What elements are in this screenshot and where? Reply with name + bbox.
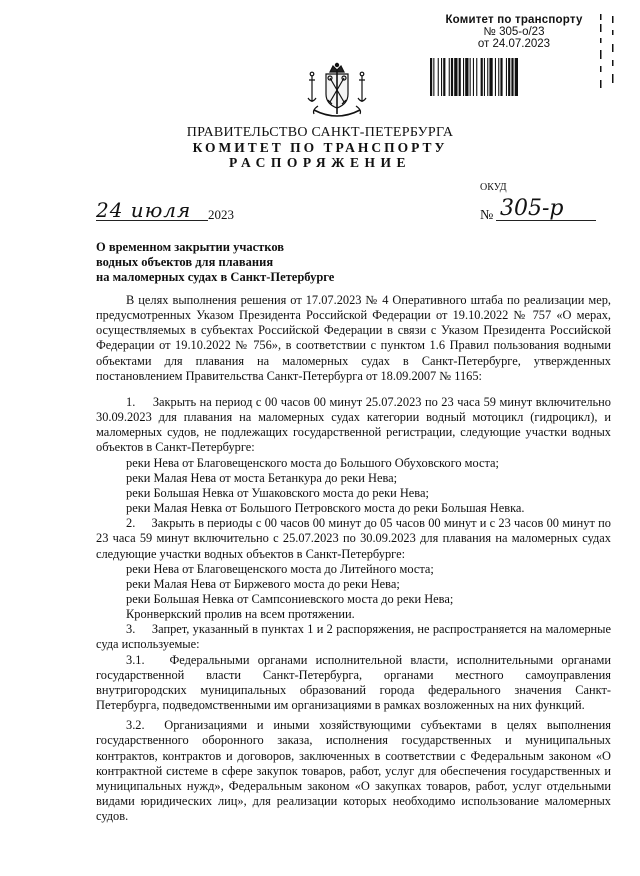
document-type: РАСПОРЯЖЕНИЕ bbox=[228, 155, 412, 170]
list-item: реки Малая Нева от Биржевого моста до реки Нева; bbox=[126, 576, 400, 591]
subject-line: водных объектов для плавания bbox=[96, 255, 274, 269]
committee-title: КОМИТЕТ ПО ТРАНСПОРТУ bbox=[192, 140, 448, 155]
number-underline bbox=[496, 220, 596, 221]
list-item: реки Нева от Благовещенского моста до Литейного моста; bbox=[126, 561, 434, 576]
document-year: 2023 bbox=[208, 207, 234, 222]
intro-paragraph: В целях выполнения решения от 17.07.2023 № 4 Оперативного штаба по реализации мер, предусмотренных Указом Президента Российской Федерации от 19.10.2022 № 757 «О мерах, осуществляемых в субъектах Российской Федерации в связи с Указом Президента Российской Федерации от 19.10.2022 № 756», в соответствии с пунктом 1.6 Правил пользования водными объектами для плавания на маломерных судах в Санкт-Петербурге, утвержденных постановлением Правительства Санкт-Петербурга от 18.09.2007 № 1165: bbox=[96, 293, 611, 383]
vertical-marks-icon bbox=[598, 10, 618, 100]
paragraph-1: 1. Закрыть на период с 00 часов 00 минут 25.07.2023 по 23 часа 59 минут включительно 30.09.2023 для плавания на маломерных судах категории водный мотоцикл (гидроцикл), и маломерных судов, не подлежащих государственной регистрации, следующие участки водных объектов в Санкт-Петербурге: bbox=[96, 394, 611, 455]
paragraph-3-1: 3.1. Федеральными органами исполнительной власти, исполнительными органами государственной власти Санкт-Петербурга, органами местного самоуправления внутригородских муниципальных образований города федерального значения Санкт-Петербурга, подведомственными им организациями в рамках возложенных на них функций. bbox=[96, 652, 611, 713]
okud-label: ОКУД bbox=[480, 182, 507, 193]
list-item: реки Большая Невка от Ушаковского моста до реки Нева; bbox=[126, 485, 429, 500]
coat-of-arms-icon bbox=[300, 62, 374, 124]
list-item: Кронверкский пролив на всем протяжении. bbox=[126, 607, 355, 622]
paragraph-2: 2. Закрыть в периоды с 00 часов 00 минут до 05 часов 00 минут и с 23 часов 00 минут по 23 часа 59 минут включительно с 25.07.2023 по 30.09.2023 для плавания на маломерных судах следующие участки водных объектов в Санкт-Петербурге: bbox=[96, 516, 611, 561]
subject-line: О временном закрытии участков bbox=[96, 240, 285, 254]
stamp-number: № 305-о/23 bbox=[483, 26, 545, 38]
list-item: реки Малая Невка от Большого Петровского моста до реки Большая Невка. bbox=[126, 501, 525, 516]
handwritten-date: 24 июля bbox=[96, 198, 192, 222]
list-item: реки Нева от Благовещенского моста до Большого Обуховского моста; bbox=[126, 455, 499, 470]
government-title: ПРАВИТЕЛЬСТВО САНКТ-ПЕТЕРБУРГА bbox=[186, 125, 454, 140]
list-item: реки Малая Нева от моста Бетанкура до реки Нева; bbox=[126, 470, 398, 485]
stamp-committee: Комитет по транспорту bbox=[445, 14, 583, 26]
document-subject bbox=[96, 240, 396, 285]
subject-line: на маломерных судах в Санкт-Петербурге bbox=[96, 270, 335, 284]
document-body bbox=[96, 293, 611, 824]
handwritten-number: 305-р bbox=[500, 196, 564, 221]
number-sign: № bbox=[480, 208, 494, 223]
stamp-date: от 24.07.2023 bbox=[477, 38, 551, 50]
list-item: реки Большая Невка от Сампсониевского моста до реки Нева; bbox=[126, 591, 454, 606]
paragraph-3-2: 3.2. Организациями и иными хозяйствующими субъектами в целях выполнения государственного оборонного заказа, исполнения государственных и муниципальных контрактов, контрактов и договоров, заключенных в соответствии с Федеральным законом «О контрактной системе в сфере закупок товаров, работ, услуг для обеспечения государственных и муниципальных нужд», Федеральным законом «О закупках товаров, работ, услуг отдельными видами юридических лиц», для реализации которых необходимо использование маломерных судов. bbox=[96, 718, 611, 824]
paragraph-3: 3. Запрет, указанный в пунктах 1 и 2 распоряжения, не распространяется на маломерные суда используемые: bbox=[96, 622, 611, 652]
registration-stamp bbox=[416, 14, 612, 50]
barcode-icon bbox=[428, 58, 578, 96]
date-underline bbox=[96, 220, 208, 221]
